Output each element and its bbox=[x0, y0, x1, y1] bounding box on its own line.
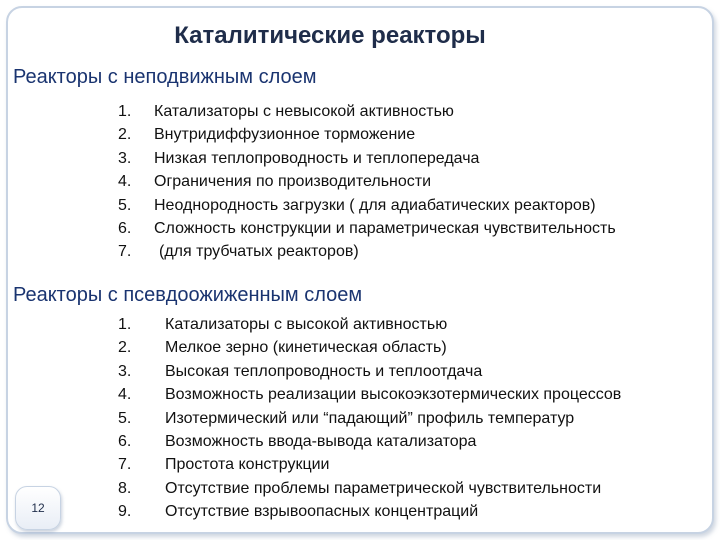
list-item-number: 8. bbox=[118, 479, 132, 497]
list-item-number: 7. bbox=[118, 456, 132, 474]
list-item-text: Отсутствие взрывоопасных концентраций bbox=[165, 503, 479, 521]
list-item-number: 1. bbox=[118, 103, 132, 120]
list-item-text: (для трубчатых реакторов) bbox=[159, 243, 359, 261]
list-item-text: Сложность конструкции и параметрическая чувствительность bbox=[154, 219, 616, 237]
page-number-badge: 12 bbox=[15, 486, 61, 530]
list-item-number: 2. bbox=[118, 126, 132, 144]
list-item bbox=[118, 383, 708, 406]
list-item bbox=[118, 453, 708, 476]
list-item-number: 5. bbox=[118, 196, 132, 214]
list-item-number: 6. bbox=[118, 219, 132, 237]
list-item bbox=[118, 194, 708, 217]
list-item-number: 4. bbox=[118, 386, 132, 404]
list-item-number: 3. bbox=[118, 149, 132, 167]
list-item-number: 3. bbox=[118, 362, 132, 380]
list-item bbox=[118, 336, 708, 359]
list-item-text: Отсутствие проблемы параметрической чувствительности bbox=[165, 479, 602, 497]
list-item bbox=[118, 217, 708, 240]
list-item bbox=[118, 123, 708, 146]
list-item-text: Возможность реализации высокоэкзотермических процессов bbox=[165, 386, 622, 404]
list-item bbox=[118, 240, 708, 263]
list-item bbox=[118, 430, 708, 453]
list-item-text: Низкая теплопроводность и теплопередача bbox=[154, 149, 480, 167]
section-heading-fluidized-bed: Реакторы с псевдоожиженным слоем bbox=[13, 284, 363, 306]
list-item-number: 6. bbox=[118, 432, 132, 450]
list-item bbox=[118, 100, 708, 123]
list-item-number: 7. bbox=[118, 243, 132, 261]
list-item bbox=[118, 170, 708, 193]
list-item-number: 9. bbox=[118, 503, 132, 521]
list-item-number: 5. bbox=[118, 409, 132, 427]
list-item-number: 1. bbox=[118, 316, 132, 333]
list-item-text: Изотермический или “падающий” профиль температур bbox=[165, 409, 575, 427]
list-item-text: Мелкое зерно (кинетическая область) bbox=[165, 339, 447, 357]
list-item-text: Неоднородность загрузки ( для адиабатических реакторов) bbox=[154, 196, 596, 214]
list-item-text: Простота конструкции bbox=[165, 456, 330, 474]
list-item-text: Высокая теплопроводность и теплоотдача bbox=[165, 362, 483, 380]
list-item-text: Катализаторы с невысокой активностью bbox=[154, 103, 454, 120]
list-item bbox=[118, 407, 708, 430]
list-item-text: Возможность ввода-вывода катализатора bbox=[165, 432, 477, 450]
section-heading-fixed-bed: Реакторы с неподвижным слоем bbox=[13, 66, 317, 88]
slide-title: Каталитические реакторы bbox=[174, 22, 486, 49]
list-item bbox=[118, 500, 708, 523]
list-item bbox=[118, 477, 708, 500]
list-item-number: 2. bbox=[118, 339, 132, 357]
list-item-text: Внутридиффузионное торможение bbox=[154, 126, 416, 144]
list-item-text: Катализаторы с высокой активностью bbox=[165, 316, 448, 333]
list-item bbox=[118, 147, 708, 170]
fluidized-bed-list bbox=[118, 313, 708, 524]
fixed-bed-list bbox=[118, 100, 708, 264]
list-item-text: Ограничения по производительности bbox=[154, 173, 432, 191]
list-item-number: 4. bbox=[118, 173, 132, 191]
list-item bbox=[118, 360, 708, 383]
list-item bbox=[118, 313, 708, 336]
